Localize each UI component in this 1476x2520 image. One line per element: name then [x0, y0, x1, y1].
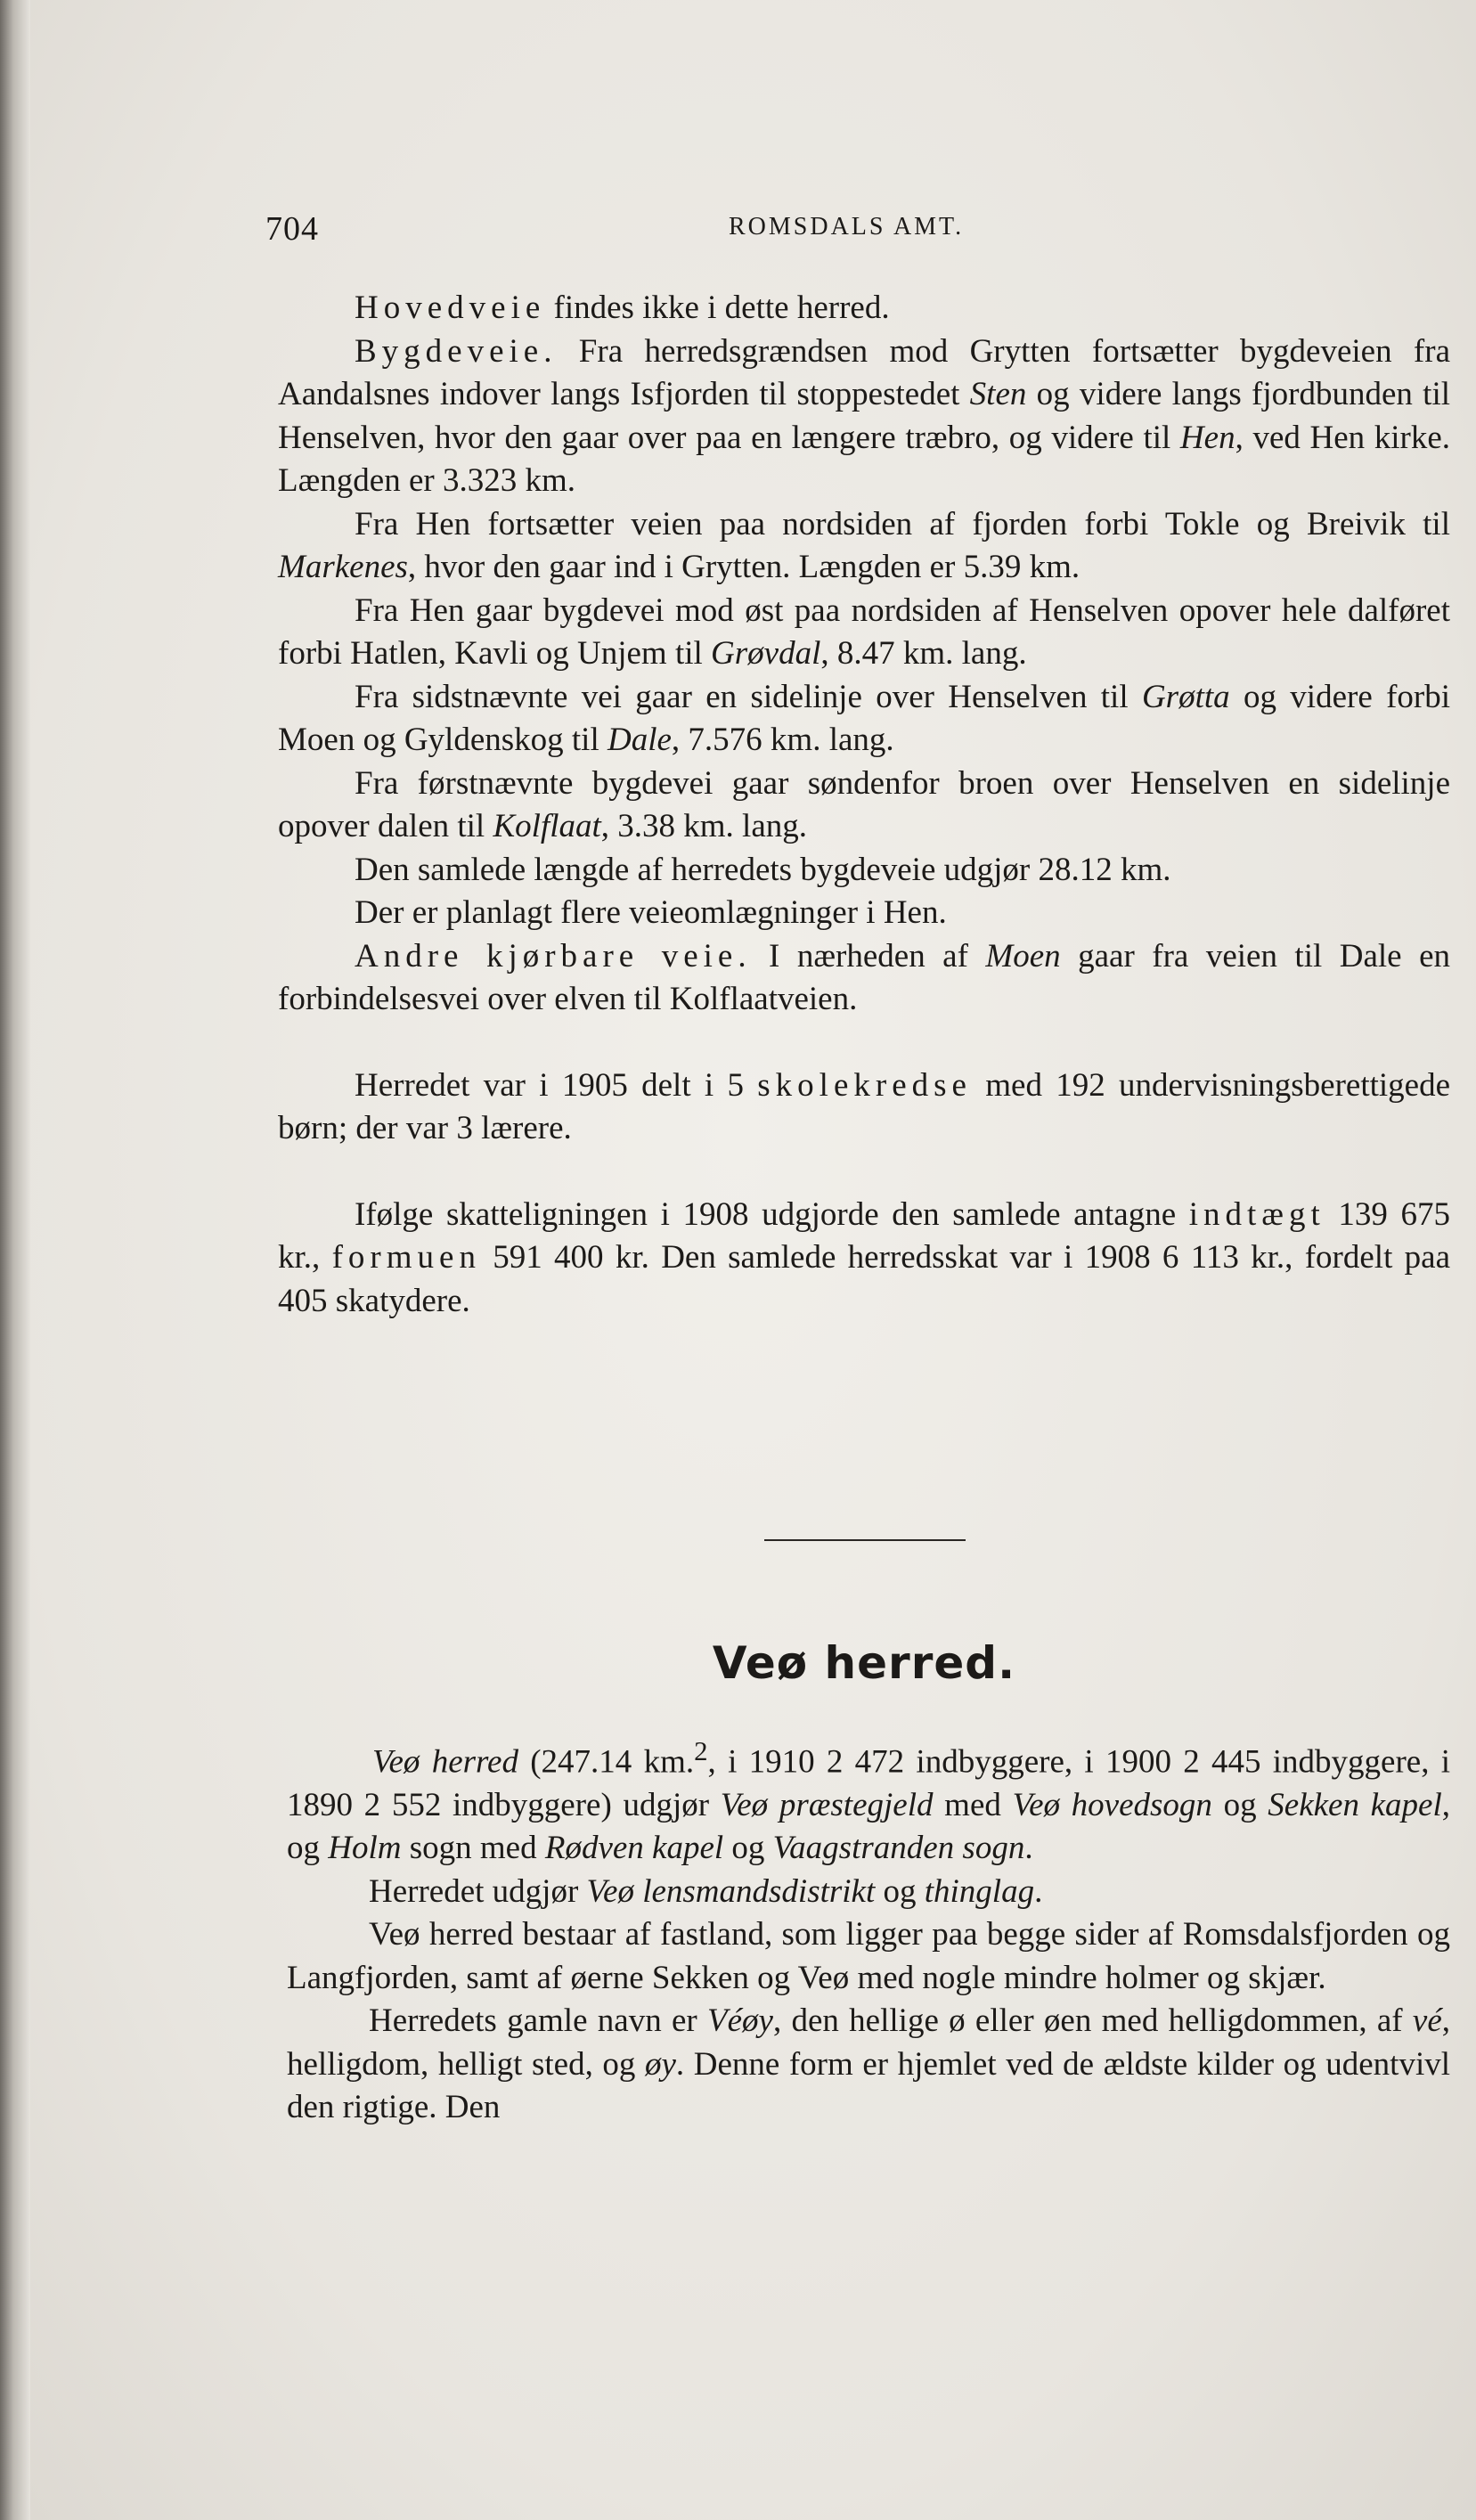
name-rodven-kapel: Rødven kapel	[544, 1830, 724, 1867]
name-thinglag: thinglag	[924, 1872, 1035, 1910]
page-header	[265, 209, 1441, 254]
name-veoy: Véøy	[707, 2002, 773, 2040]
place-hen: Hen	[1179, 419, 1235, 456]
term-indtaegt: indtægt	[1188, 1195, 1325, 1233]
name-holm: Holm	[328, 1830, 402, 1867]
paragraph-hovedveie: Hovedveie findes ikke i dette herred.	[355, 290, 890, 326]
term-bygdeveie: Bygdeveie.	[355, 332, 558, 370]
place-kolflaat: Kolflaat	[493, 808, 601, 844]
name-veo-hovedsogn: Veø hovedsogn	[1012, 1786, 1212, 1823]
paragraph-planned: Der er planlagt flere veieomlægninger i Hen.	[355, 894, 947, 931]
word-oy: øy	[644, 2045, 676, 2083]
paragraph-taxes: Ifølge skatteligningen i 1908 udgjorde den samlede antagne indtægt 139 675 kr., formuen 591 400 kr. Den samlede herredsskat var i 1908 6 113 kr., fordelt paa 405 skatydere.	[278, 1195, 1450, 1319]
page-edge-shadow	[0, 0, 30, 2520]
name-vaagstranden-sogn: Vaagstranden sogn	[772, 1830, 1025, 1867]
romsdal-roads-text	[278, 287, 1450, 1323]
term-formuen: formuen	[331, 1239, 481, 1276]
place-grotta: Grøtta	[1141, 678, 1230, 715]
paragraph-grovdal: Fra Hen gaar bygdevei mod øst paa nordsiden af Henselven opover hele dalføret forbi Hatlen, Kavli og Unjem til Grøvdal, 8.47 km. lang.	[278, 591, 1450, 672]
section-title: Veø herred.	[712, 1637, 1016, 1689]
paragraph-geography: Veø herred bestaar af fastland, som ligger paa begge sider af Romsdalsfjorden og Langfjorden, samt af øerne Sekken og Veø med nogle mindre holmer og skjær.	[287, 1916, 1450, 1996]
place-dale: Dale	[607, 722, 672, 758]
paragraph-schools: Herredet var i 1905 delt i 5 skolekredse med 192 undervisningsberettigede børn; der var 3 lærere.	[278, 1066, 1450, 1146]
paragraph-lensmand: Herredet udgjør Veø lensmandsdistrikt og thinglag.	[369, 1872, 1043, 1910]
place-sten: Sten	[969, 376, 1027, 412]
paragraph-grotta: Fra sidstnævnte vei gaar en sidelinje over Henselven til Grøtta og videre forbi Moen og Gyldenskog til Dale, 7.576 km. lang.	[278, 678, 1451, 758]
superscript: 2	[694, 1736, 708, 1766]
paragraph-total-length: Den samlede længde af herredets bygdeveie udgjør 28.12 km.	[355, 851, 1171, 888]
name-veo-herred: Veø herred	[372, 1743, 518, 1781]
paragraph-old-name: Herredets gamle navn er Véøy, den hellige ø eller øen med helligdommen, af vé, helligdom, helligt sted, og øy. Denne form er hjemlet ved de ældste kilder og udentvivl den rigtige. Den	[287, 2002, 1451, 2126]
veo-herred-text	[287, 1730, 1450, 2130]
place-markenes: Markenes	[278, 549, 408, 585]
name-veo-prestegjeld: Veø præstegjeld	[720, 1786, 934, 1823]
name-sekken-kapel: Sekken kapel	[1268, 1786, 1442, 1823]
term-andre-veie: Andre kjørbare veie.	[355, 937, 752, 975]
paragraph-markenes: Fra Hen fortsætter veien paa nordsiden af fjorden forbi Tokle og Breivik til Markenes, hvor den gaar ind i Grytten. Længden er 5.39 km.	[278, 505, 1450, 585]
paragraph-andre-veie: Andre kjørbare veie. I nærheden af Moen gaar fra veien til Dale en forbindelsesvei over elven til Kolflaatveien.	[278, 937, 1450, 1017]
paragraph-kolflaat: Fra førstnævnte bygdevei gaar søndenfor broen over Henselven en sidelinje opover dalen til Kolflaat, 3.38 km. lang.	[278, 764, 1450, 844]
place-moen: Moen	[985, 937, 1061, 975]
section-divider	[764, 1539, 966, 1541]
page-number: 704	[265, 210, 319, 248]
paragraph-bygdeveie: Bygdeveie. Fra herredsgrændsen mod Grytten fortsætter bygdeveien fra Aandalsnes indover langs Isfjorden til stoppestedet Sten og videre langs fjordbunden til Henselven, hvor den gaar over paa en længere træbro, og videre til Hen, ved Hen kirke. Længden er 3.323 km.	[278, 332, 1450, 499]
name-lensmandsdistrikt: Veø lensmandsdistrikt	[586, 1872, 876, 1910]
term-hovedveie: Hovedveie	[355, 290, 546, 326]
paragraph-veo-intro: Veø herred (247.14 km.$^2$, i 1910 2 472 indbyggere, i 1900 2 445 indbyggere, i 1890 2 552 indbyggere) udgjør Veø præstegjeld med Veø hovedsogn og Sekken kapel, og Holm sogn med Rødven kapel og Vaagstranden sogn.	[287, 1736, 1451, 1867]
word-ve: vé	[1412, 2002, 1442, 2040]
term-skolekredse: skolekredse	[757, 1066, 972, 1104]
running-head: ROMSDALS AMT.	[729, 213, 965, 241]
place-grovdal: Grøvdal	[711, 635, 821, 672]
